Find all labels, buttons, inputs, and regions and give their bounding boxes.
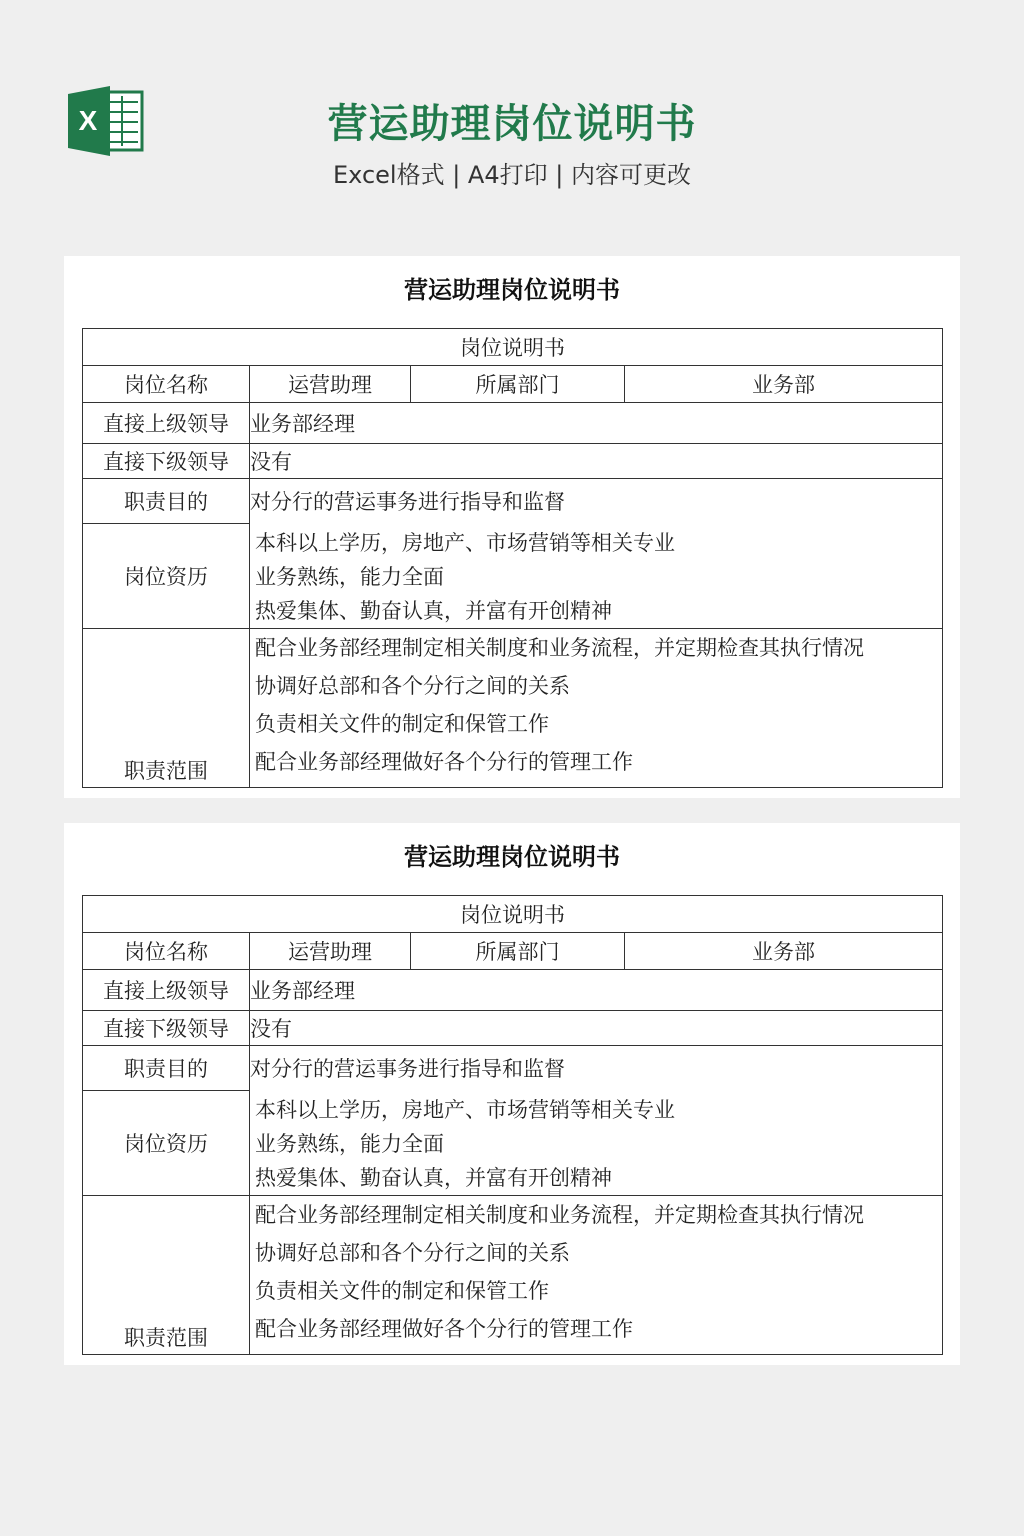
scope-line: 协调好总部和各个分行之间的关系: [255, 673, 570, 698]
scope-line: 配合业务部经理制定相关制度和业务流程，并定期检查其执行情况: [255, 1202, 864, 1227]
page-subtitle: Excel格式 | A4打印 | 内容可更改: [333, 161, 691, 189]
page-header: [0, 0, 1024, 250]
purpose-value: 对分行的营运事务进行指导和监督: [250, 479, 943, 524]
scope-line: 负责相关文件的制定和保管工作: [255, 1278, 549, 1303]
qualification-line: 本科以上学历，房地产、市场营销等相关专业: [255, 1097, 675, 1122]
purpose-value: 对分行的营运事务进行指导和监督: [250, 1046, 943, 1091]
sheet-preview-2: [64, 823, 960, 1365]
qualification-label: 岗位资历: [83, 524, 250, 629]
qualification-cell: [250, 1091, 943, 1196]
post-name-value: 运营助理: [250, 366, 411, 403]
sheet-title: 营运助理岗位说明书: [404, 275, 620, 304]
qualification-line: 业务熟练，能力全面: [255, 564, 444, 589]
superior-value: 业务部经理: [250, 970, 943, 1011]
scope-label: 职责范围: [83, 1195, 250, 1354]
subordinate-value: 没有: [250, 444, 943, 479]
sheet-preview-1: [64, 256, 960, 798]
department-label: 所属部门: [411, 933, 625, 970]
scope-cell: [250, 1195, 943, 1354]
purpose-label: 职责目的: [83, 1046, 250, 1091]
subordinate-label: 直接下级领导: [83, 1011, 250, 1046]
scope-line: 配合业务部经理做好各个分行的管理工作: [255, 749, 633, 774]
job-description-table: [82, 895, 943, 1355]
scope-cell: [250, 628, 943, 787]
purpose-label: 职责目的: [83, 479, 250, 524]
post-name-value: 运营助理: [250, 933, 411, 970]
qualification-line: 热爱集体、勤奋认真，并富有开创精神: [255, 1165, 612, 1190]
superior-label: 直接上级领导: [83, 403, 250, 444]
scope-line: 配合业务部经理制定相关制度和业务流程，并定期检查其执行情况: [255, 635, 864, 660]
qualification-label: 岗位资历: [83, 1091, 250, 1196]
sheet-title: 营运助理岗位说明书: [404, 842, 620, 871]
subordinate-value: 没有: [250, 1011, 943, 1046]
department-label: 所属部门: [411, 366, 625, 403]
scope-line: 协调好总部和各个分行之间的关系: [255, 1240, 570, 1265]
table-heading: 岗位说明书: [83, 896, 943, 933]
department-value: 业务部: [625, 366, 943, 403]
department-value: 业务部: [625, 933, 943, 970]
post-name-label: 岗位名称: [83, 933, 250, 970]
post-name-label: 岗位名称: [83, 366, 250, 403]
qualification-line: 本科以上学历，房地产、市场营销等相关专业: [255, 530, 675, 555]
scope-label: 职责范围: [83, 628, 250, 787]
qualification-cell: [250, 524, 943, 629]
superior-label: 直接上级领导: [83, 970, 250, 1011]
superior-value: 业务部经理: [250, 403, 943, 444]
scope-line: 负责相关文件的制定和保管工作: [255, 711, 549, 736]
scope-line: 配合业务部经理做好各个分行的管理工作: [255, 1316, 633, 1341]
qualification-line: 业务熟练，能力全面: [255, 1131, 444, 1156]
table-heading: 岗位说明书: [83, 329, 943, 366]
job-description-table: [82, 328, 943, 788]
subordinate-label: 直接下级领导: [83, 444, 250, 479]
qualification-line: 热爱集体、勤奋认真，并富有开创精神: [255, 598, 612, 623]
excel-logo-letter: X: [78, 105, 98, 136]
page-title: 营运助理岗位说明书: [327, 101, 697, 147]
